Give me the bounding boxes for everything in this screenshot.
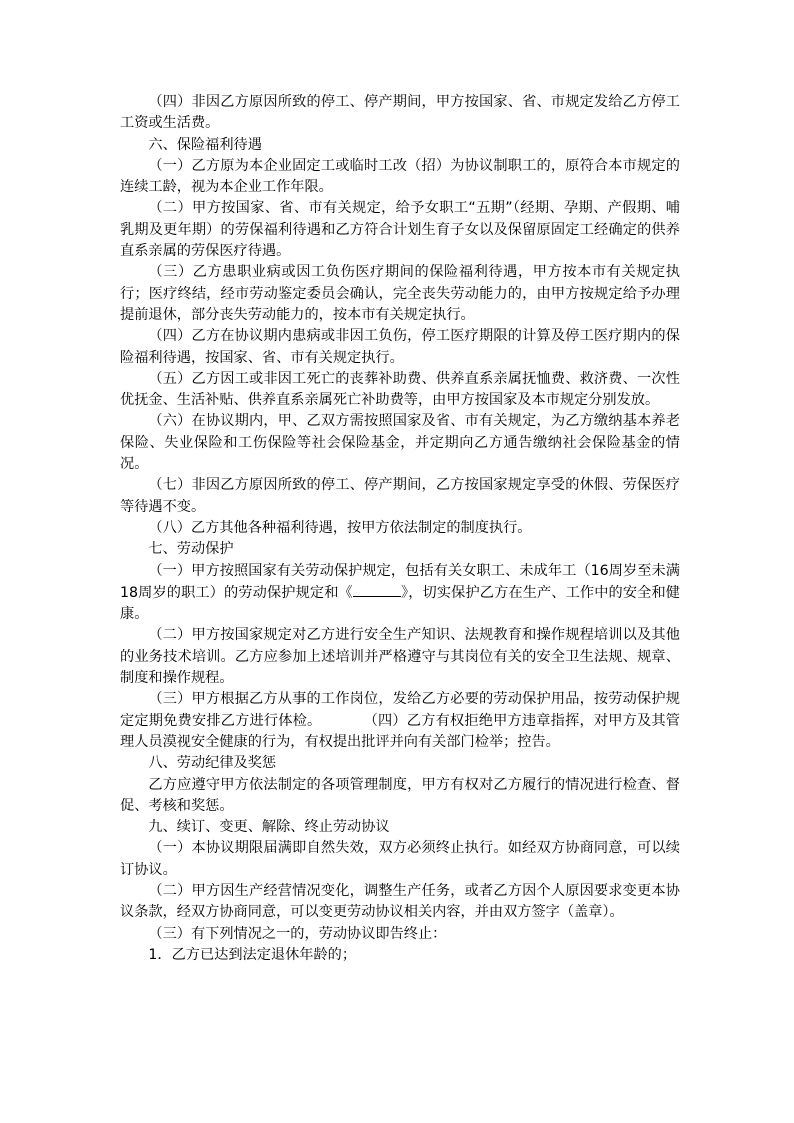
paragraph: （一）本协议期限届满即自然失效，双方必须终止执行。如经双方协商同意，可以续订协议。 <box>120 840 680 878</box>
section-heading: 九、续订、变更、解除、终止劳动协议 <box>148 819 390 836</box>
paragraph: 乙方应遵守甲方依法制定的各项管理制度，甲方有权对乙方履行的情况进行检查、督促、考核和奖惩。 <box>120 776 680 814</box>
paragraph: （二）甲方按国家规定对乙方进行安全生产知识、法规教育和操作规程培训以及其他的业务技术培训。乙方应参加上述培训并严格遵守与其岗位有关的安全卫生法规、规章、制度和操作规程。 <box>120 627 680 687</box>
protection-paragraph-1 <box>120 561 680 626</box>
paragraph: （六）在协议期内，甲、乙双方需按照国家及省、市有关规定，为乙方缴纳基本养老保险、失业保险和工伤保险等社会保险基金，并定期向乙方通告缴纳社会保险基金的情况。 <box>120 413 680 473</box>
paragraph: （三）有下列情况之一的，劳动协议即告终止： <box>148 925 447 942</box>
paragraph: （八）乙方其他各种福利待遇，按甲方依法制定的制度执行。 <box>148 519 532 536</box>
paragraph: （四）非因乙方原因所致的停工、停产期间，甲方按国家、省、市规定发给乙方停工工资或生活费。 <box>120 94 680 132</box>
protection-text-b: 》，切实保护乙方在生产、工作中的安全和健康。 <box>120 584 680 623</box>
list-item: 1．乙方已达到法定退休年龄的； <box>148 946 357 963</box>
paragraph: （三）乙方患职业病或因工负伤医疗期间的保险福利待遇，甲方按本市有关规定执行；医疗终结，经市劳动鉴定委员会确认，完全丧失劳动能力的，由甲方按规定给予办理提前退休，部分丧失劳动能力的，按本市有关规定执行。 <box>120 264 680 323</box>
paragraph: （一）乙方原为本企业固定工或临时工改（招）为协议制职工的，原符合本市规定的连续工龄，视为本企业工作年限。 <box>120 157 680 196</box>
protection-text-a: （一）甲方按照国家有关劳动保护规定，包括有关女职工、未成年工（16周岁至未满18周岁的职工）的劳动保护规定和《 <box>120 562 680 601</box>
paragraph: （四）乙方在协议期内患病或非因工负伤，停工医疗期限的计算及停工医疗期内的保险福利待遇，按国家、省、市有关规定执行。 <box>120 328 680 366</box>
protection-paragraph-3 <box>120 689 680 753</box>
paragraph: （二）甲方按国家、省、市有关规定，给予女职工“五期”（经期、孕期、产假期、哺乳期及更年期）的劳保福利待遇和乙方符合计划生育子女以及保留原固定工经确定的供养直系亲属的劳保医疗待遇。 <box>120 200 680 260</box>
paragraph: （五）乙方因工或非因工死亡的丧葬补助费、供养直系亲属抚恤费、救济费、一次性优抚金、生活补贴、供养直系亲属死亡补助费等，由甲方按国家及本市规定分别发放。 <box>120 370 680 409</box>
paragraph: （七）非因乙方原因所致的停工、停产期间，乙方按国家规定享受的休假、劳保医疗等待遇不变。 <box>120 477 680 515</box>
protection-text-3: （三）甲方根据乙方从事的工作岗位，发给乙方必要的劳动保护用品，按劳动保护规定定期免费安排乙方进行体检。 <box>120 691 680 729</box>
paragraph: （二）甲方因生产经营情况变化，调整生产任务，或者乙方因个人原因要求变更本协议条款，经双方协商同意，可以变更劳动协议相关内容，并由双方签字（盖章）。 <box>120 882 680 921</box>
section-heading: 六、保险福利待遇 <box>148 136 262 153</box>
document-body <box>120 92 680 966</box>
fill-in-blank <box>353 582 401 597</box>
section-heading: 七、劳动保护 <box>148 541 234 558</box>
section-heading: 八、劳动纪律及奖惩 <box>148 755 277 772</box>
protection-text-4: （四）乙方有权拒绝甲方违章指挥，对甲方及其管理人员漠视安全健康的行为，有权提出批评并向有关部门检举；控告。 <box>120 712 680 750</box>
